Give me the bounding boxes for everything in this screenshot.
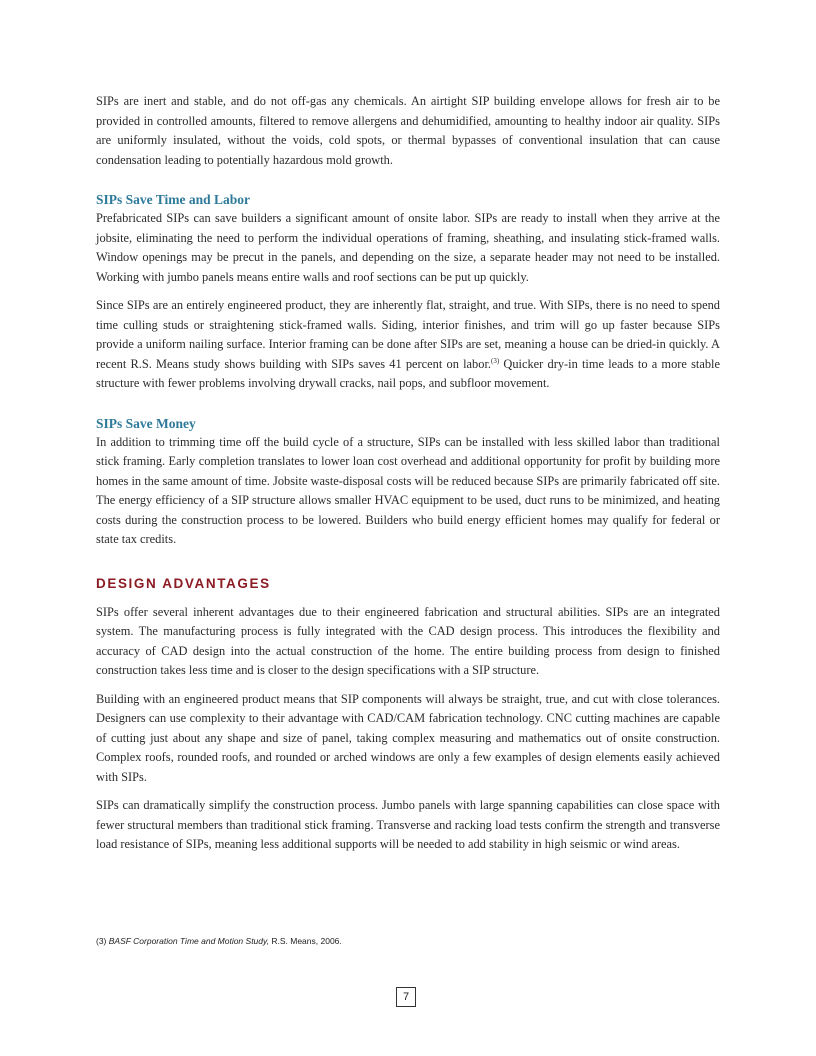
time-labor-paragraph-2-part-a: Since SIPs are an entirely engineered product, they are inherently flat, straight, and true. With SIPs, there is no need to spend time culling studs or straightening stick-framed walls. Siding, interior finishes, and trim will go up faster because SIPs provide a uniform nailing surface. Interior framing can be done after SIPs are set, meaning a house can be dried-in quickly. A recent R.S. Means study shows building with SIPs saves 41 percent on labor. xyxy=(96,298,720,371)
design-paragraph-1: SIPs offer several inherent advantages due to their engineered fabrication and structural abilities. SIPs are an integrated system. The manufacturing process is fully integrated with the CAD design process. This introduces the flexibility and accuracy of CAD design into the actual construction of the home. The entire building process from design to finished construction takes less time and is closer to the design specifications with a SIP structure. xyxy=(96,604,720,677)
footnote-source: R.S. Means, 2006. xyxy=(269,936,342,946)
heading-save-money: SIPs Save Money xyxy=(96,415,196,431)
footnote-title: BASF Corporation Time and Motion Study, xyxy=(108,936,269,946)
footnote-number: (3) xyxy=(96,936,109,946)
page-content xyxy=(96,92,720,864)
page-number: 7 xyxy=(396,987,416,1007)
save-money-paragraph: In addition to trimming time off the build cycle of a structure, SIPs can be installed with less skilled labor than traditional stick framing. Early completion translates to lower loan cost overhead and additional opportunity for profit by building more homes in the same amount of time. Jobsite waste-disposal costs will be reduced because SIPs are primarily fabricated off site. The energy efficiency of a SIP structure allows smaller HVAC equipment to be used, duct runs to be minimized, and heating costs during the construction process to be lowered. Builders who build energy efficient homes may qualify for federal or state tax credits. xyxy=(96,434,720,546)
time-labor-paragraph-1: Prefabricated SIPs can save builders a significant amount of onsite labor. SIPs are ready to install when they arrive at the jobsite, eliminating the need to perform the individual operations of framing, sheathing, and insulating stick-framed walls. Window openings may be precut in the panels, and depending on the size, a separate header may not need to be installed. Working with jumbo panels means entire walls and roof sections can be put up quickly. xyxy=(96,211,720,284)
time-labor-paragraph-2-part-b: Quicker dry-in time leads to a more stable structure with fewer problems involving drywall cracks, nail pops, and subfloor movement. xyxy=(96,356,721,390)
section-title-design-advantages: DESIGN ADVANTAGES xyxy=(96,575,271,591)
time-labor-paragraph-2 xyxy=(96,296,720,394)
footnote-reference: (3) xyxy=(491,356,500,365)
intro-paragraph: SIPs are inert and stable, and do not off-gas any chemicals. An airtight SIP building envelope allows for fresh air to be provided in controlled amounts, filtered to remove allergens and dehumidified, amounting to healthy indoor air quality. SIPs are uniformly insulated, without the voids, cold spots, or thermal bypasses of conventional insulation that can cause condensation leading to potentially hazardous mold growth. xyxy=(96,94,720,167)
footnote xyxy=(96,936,342,946)
heading-time-labor: SIPs Save Time and Labor xyxy=(96,192,251,207)
design-paragraph-3: SIPs can dramatically simplify the construction process. Jumbo panels with large spanning capabilities can close space with fewer structural members than traditional stick framing. Transverse and racking load tests confirm the strength and transverse load resistance of SIPs, meaning less additional supports will be needed to add stability in high seismic or wind areas. xyxy=(96,798,720,851)
design-paragraph-2: Building with an engineered product means that SIP components will always be straight, true, and cut with close tolerances. Designers can use complexity to their advantage with CAD/CAM fabrication technology. CNC cutting machines are capable of cutting just about any shape and size of panel, taking complex measuring and mathematics out of onsite construction. Complex roofs, rounded roofs, and rounded or arched windows are only a few examples of design elements easily achieved with SIPs. xyxy=(96,691,720,784)
